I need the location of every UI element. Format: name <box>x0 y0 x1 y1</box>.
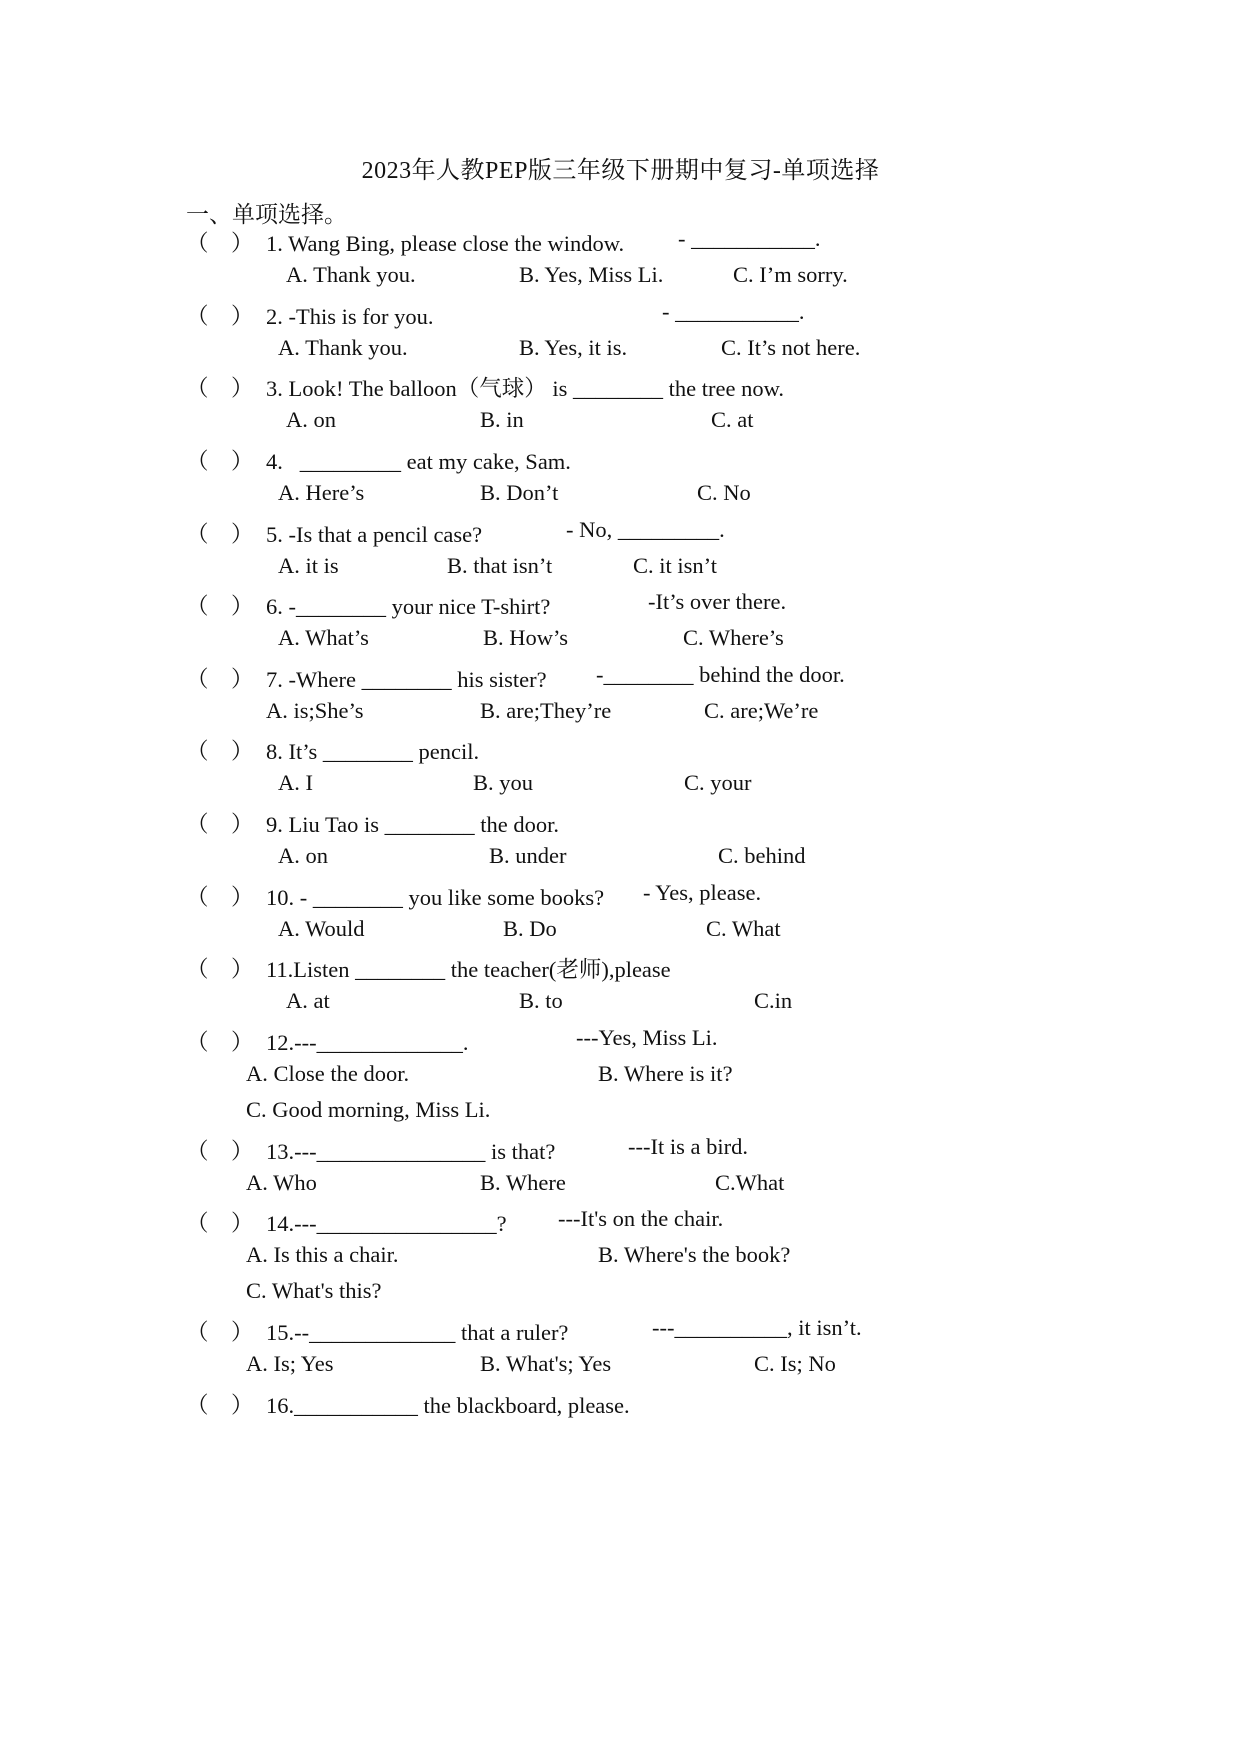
question-stem: 1. Wang Bing, please close the window. <box>266 231 625 256</box>
answer-option: A. on <box>278 843 328 868</box>
answer-parentheses: （ ） <box>186 522 254 547</box>
question-row <box>186 444 571 476</box>
answer-option: B. under <box>489 843 567 868</box>
question-stem: 6. -________ your nice T-shirt? <box>266 594 551 619</box>
question-row <box>186 807 559 839</box>
answer-parentheses: （ ） <box>186 1320 254 1345</box>
answer-option: B. Where is it? <box>598 1061 733 1086</box>
answer-option: A. is;She’s <box>266 698 364 723</box>
answer-option: B. How’s <box>483 625 569 650</box>
question-row <box>186 880 604 912</box>
answer-option: A. Here’s <box>278 480 365 505</box>
answer-option: C. What's this? <box>246 1278 382 1303</box>
answer-parentheses: （ ） <box>186 885 254 910</box>
question-stem: 14.---________________? <box>266 1211 507 1236</box>
question-reply: -________ behind the door. <box>596 662 845 687</box>
answer-option: B. that isn’t <box>447 553 553 578</box>
question-row <box>186 589 550 621</box>
answer-option: B. Yes, it is. <box>519 335 628 360</box>
question-reply: ---It's on the chair. <box>558 1206 724 1231</box>
question-stem: 13.---_______________ is that? <box>266 1139 556 1164</box>
question-row <box>186 1134 555 1166</box>
answer-option: C. Where’s <box>683 625 784 650</box>
question-reply: ---Yes, Miss Li. <box>576 1025 718 1050</box>
answer-option: C. at <box>711 407 754 432</box>
question-stem: 7. -Where ________ his sister? <box>266 667 547 692</box>
answer-option: C. it isn’t <box>633 553 717 578</box>
answer-option: C. No <box>697 480 751 505</box>
question-stem: 16.___________ the blackboard, please. <box>266 1393 630 1418</box>
answer-option: A. Is this a chair. <box>246 1242 399 1267</box>
page-title: 2023年人教PEP版三年级下册期中复习-单项选择 <box>361 158 880 184</box>
question-row <box>186 1388 630 1420</box>
answer-option: C. are;We’re <box>704 698 819 723</box>
answer-option: C. What <box>706 916 781 941</box>
answer-option: A. Thank you. <box>286 262 416 287</box>
answer-parentheses: （ ） <box>186 739 254 764</box>
answer-option: B. Yes, Miss Li. <box>519 262 664 287</box>
answer-option: A. Thank you. <box>278 335 408 360</box>
answer-option: C. I’m sorry. <box>733 262 848 287</box>
answer-option: C. your <box>684 770 752 795</box>
question-row <box>186 299 434 331</box>
question-stem: 3. Look! The balloon（气球） is ________ the tree now. <box>266 376 785 401</box>
question-stem: 11.Listen ________ the teacher(老师),please <box>266 957 671 982</box>
question-row <box>186 734 479 766</box>
answer-parentheses: （ ） <box>186 231 254 256</box>
question-row <box>186 371 784 403</box>
question-stem: 2. -This is for you. <box>266 304 434 329</box>
answer-option: B. you <box>473 770 534 795</box>
question-row <box>186 662 547 694</box>
question-row <box>186 1025 468 1057</box>
answer-option: C.What <box>715 1170 785 1195</box>
answer-option: A. What’s <box>278 625 369 650</box>
answer-option: A. Is; Yes <box>246 1351 334 1376</box>
question-reply: - Yes, please. <box>643 880 762 905</box>
answer-option: C.in <box>754 988 793 1013</box>
answer-parentheses: （ ） <box>186 1030 254 1055</box>
section-heading: 一、单项选择。 <box>186 202 347 227</box>
question-reply: ---It is a bird. <box>628 1134 748 1159</box>
answer-parentheses: （ ） <box>186 1139 254 1164</box>
answer-option: A. at <box>286 988 330 1013</box>
answer-option: A. Close the door. <box>246 1061 410 1086</box>
question-stem: 4. _________ eat my cake, Sam. <box>266 449 571 474</box>
answer-option: B. What's; Yes <box>480 1351 612 1376</box>
answer-option: A. Who <box>246 1170 317 1195</box>
question-reply: - No, _________. <box>566 517 725 542</box>
answer-option: C. It’s not here. <box>721 335 861 360</box>
question-row <box>186 226 624 258</box>
answer-option: B. in <box>480 407 524 432</box>
answer-parentheses: （ ） <box>186 667 254 692</box>
answer-parentheses: （ ） <box>186 376 254 401</box>
answer-option: B. Don’t <box>480 480 559 505</box>
answer-option: C. behind <box>718 843 806 868</box>
question-reply: - ___________. <box>678 226 821 251</box>
answer-option: A. on <box>286 407 336 432</box>
answer-option: C. Good morning, Miss Li. <box>246 1097 491 1122</box>
answer-parentheses: （ ） <box>186 1393 254 1418</box>
question-reply: - ___________. <box>662 299 805 324</box>
question-stem: 15.--_____________ that a ruler? <box>266 1320 569 1345</box>
answer-option: B. Do <box>503 916 557 941</box>
question-row <box>186 517 482 549</box>
answer-option: B. to <box>519 988 563 1013</box>
question-reply: -It’s over there. <box>648 589 787 614</box>
answer-option: B. are;They’re <box>480 698 612 723</box>
question-reply: ---__________, it isn’t. <box>652 1315 862 1340</box>
question-stem: 9. Liu Tao is ________ the door. <box>266 812 559 837</box>
answer-option: B. Where <box>480 1170 566 1195</box>
question-stem: 12.---_____________. <box>266 1030 469 1055</box>
question-stem: 8. It’s ________ pencil. <box>266 739 480 764</box>
question-stem: 5. -Is that a pencil case? <box>266 522 483 547</box>
answer-option: A. I <box>278 770 313 795</box>
question-row <box>186 952 671 984</box>
answer-option: A. it is <box>278 553 339 578</box>
answer-parentheses: （ ） <box>186 594 254 619</box>
question-stem: 10. - ________ you like some books? <box>266 885 605 910</box>
answer-parentheses: （ ） <box>186 449 254 474</box>
answer-parentheses: （ ） <box>186 957 254 982</box>
question-row <box>186 1315 568 1347</box>
answer-parentheses: （ ） <box>186 1211 254 1236</box>
question-row <box>186 1206 507 1238</box>
answer-parentheses: （ ） <box>186 304 254 329</box>
answer-option: B. Where's the book? <box>598 1242 791 1267</box>
answer-option: A. Would <box>278 916 365 941</box>
answer-parentheses: （ ） <box>186 812 254 837</box>
answer-option: C. Is; No <box>754 1351 836 1376</box>
